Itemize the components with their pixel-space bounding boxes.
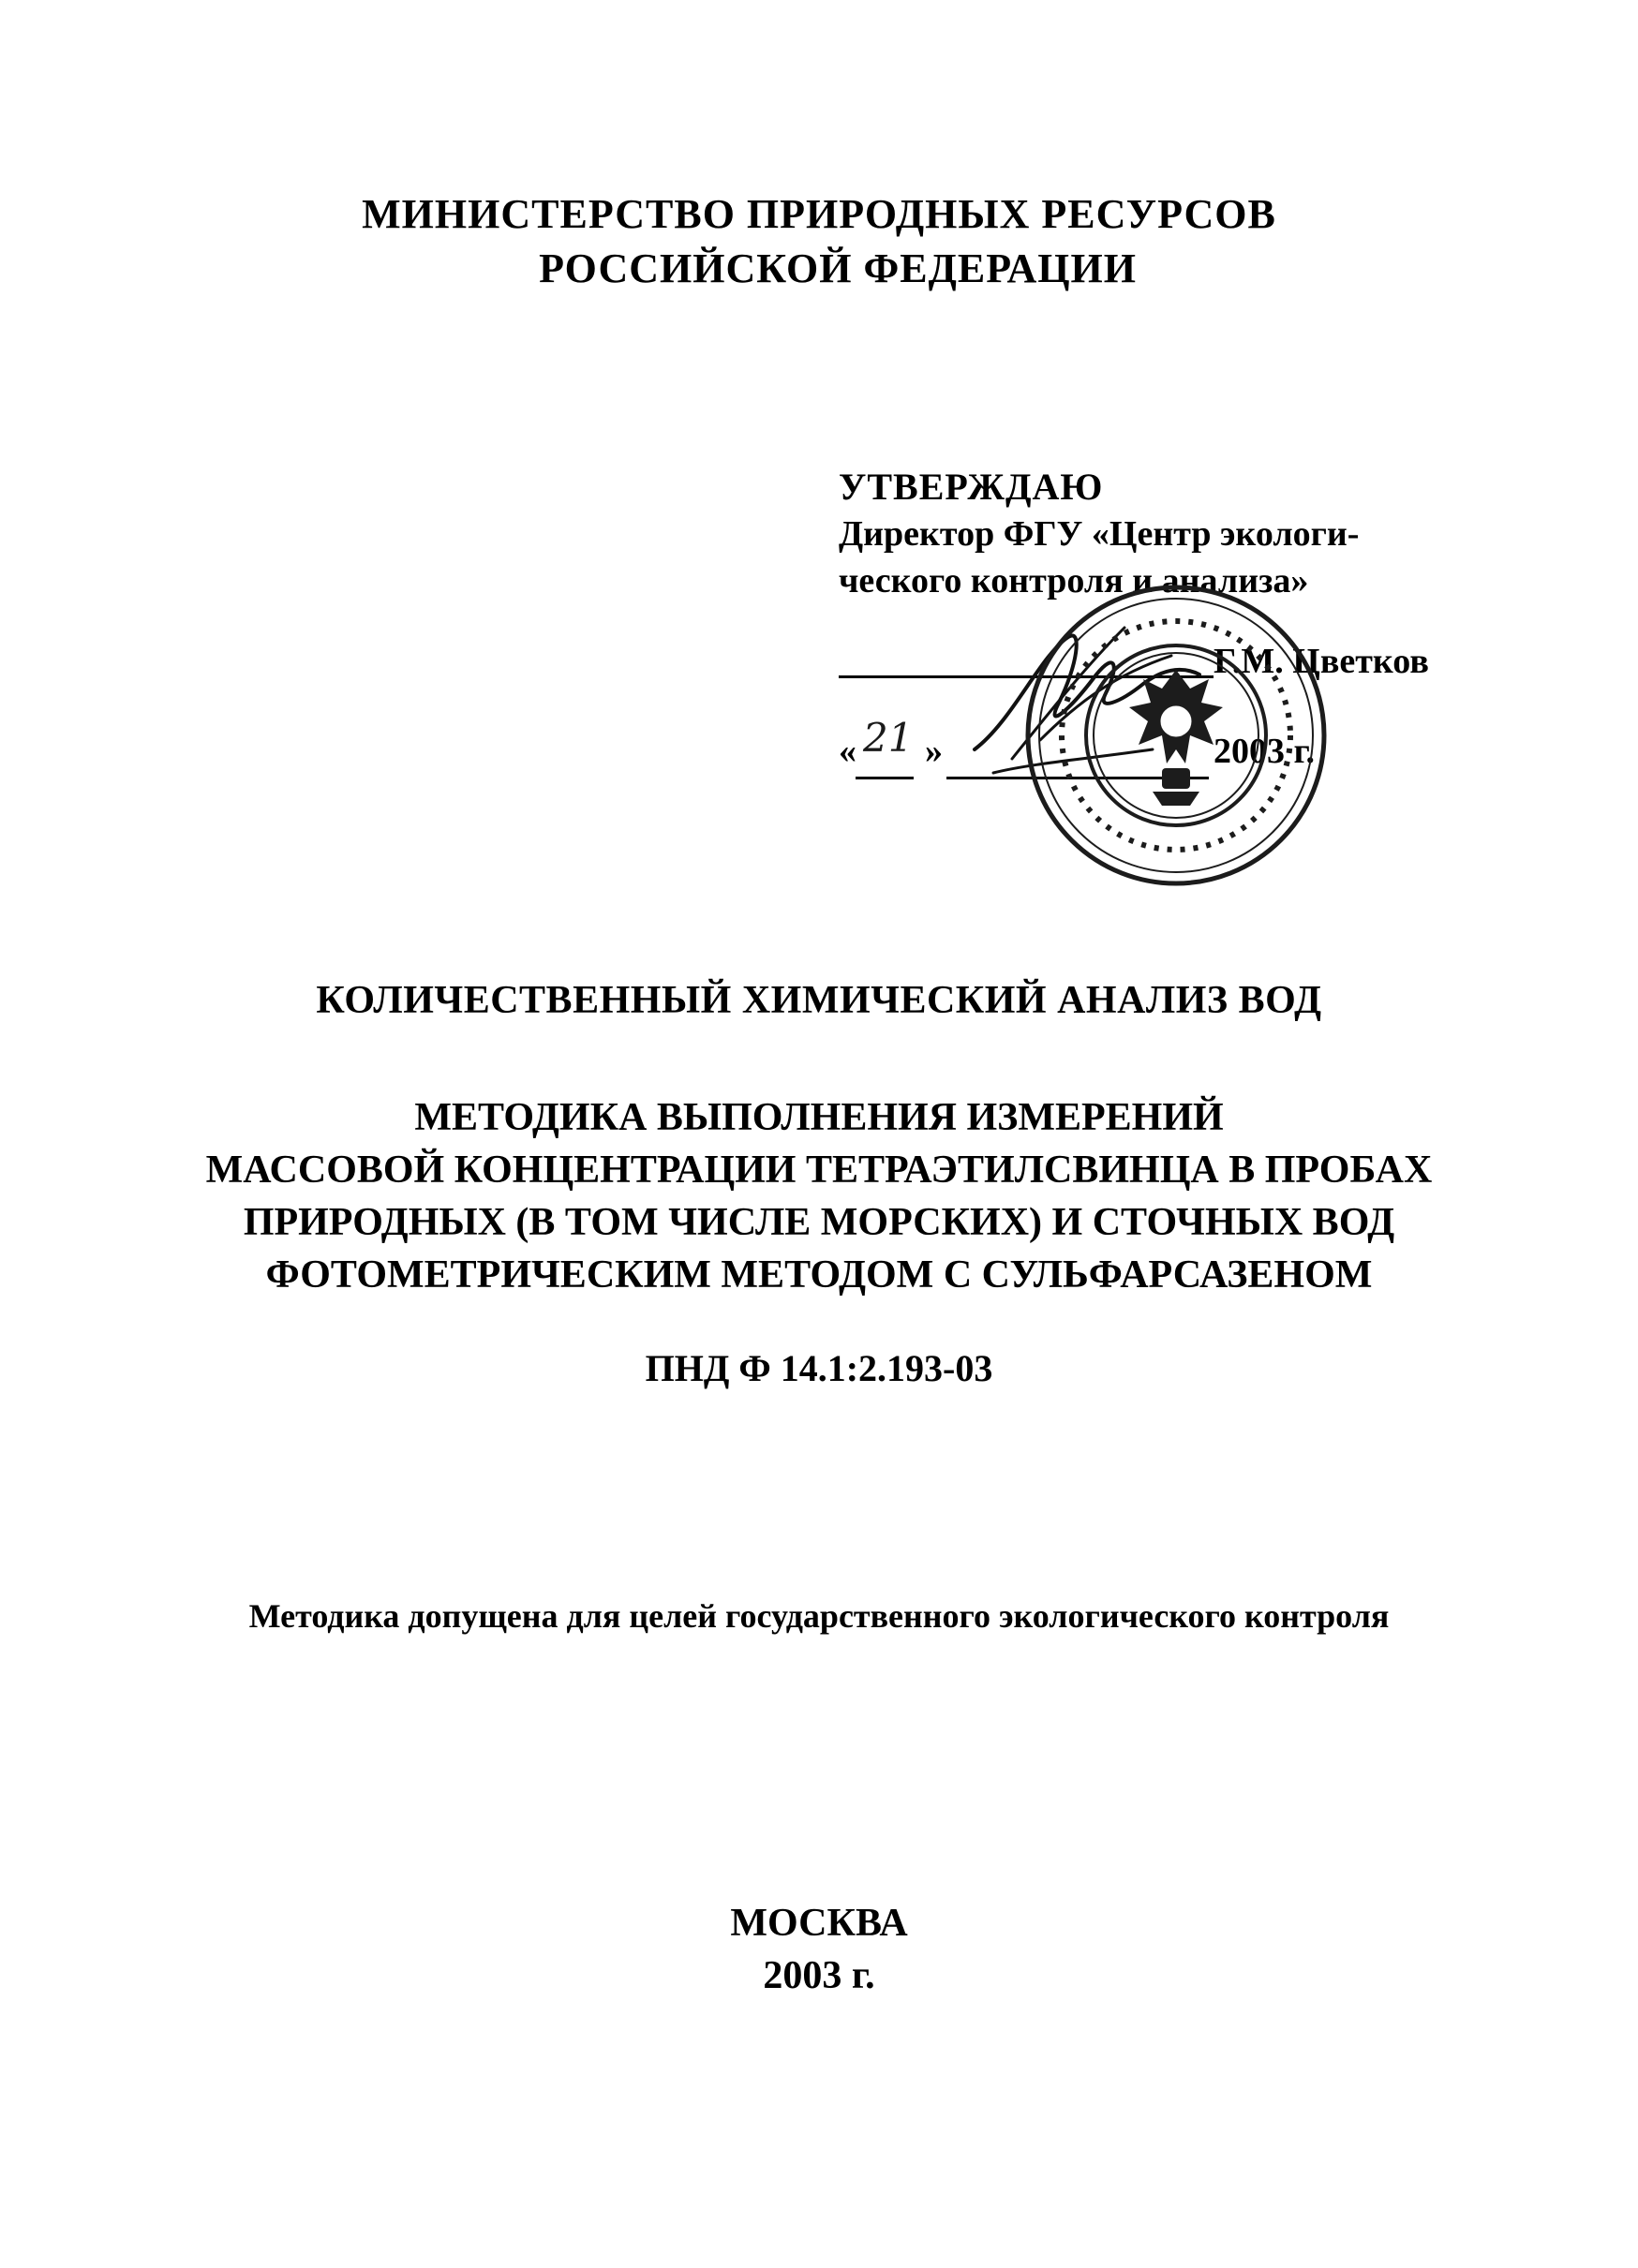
official-seal-icon [1021,581,1331,890]
ministry-line-1: МИНИСТЕРСТВО ПРИРОДНЫХ РЕСУРСОВ [362,191,1276,237]
publication-year: 2003 г. [763,1954,875,1997]
method-line-2: МАССОВОЙ КОНЦЕНТРАЦИИ ТЕТРАЭТИЛСВИНЦА В ПРОБАХ [205,1149,1433,1192]
date-close-quote: » [925,732,943,771]
date-year: 2003 г. [1214,732,1315,771]
date-day-underline [856,777,914,779]
date-day: 21 [863,715,914,761]
city: МОСКВА [730,1902,908,1945]
ministry-header [0,187,1638,296]
publication-place [0,1897,1638,2002]
approval-heading: УТВЕРЖДАЮ [839,466,1104,508]
date-open-quote: « [839,732,856,771]
method-line-4: ФОТОМЕТРИЧЕСКИМ МЕТОДОМ С СУЛЬФАРСАЗЕНОМ [265,1253,1373,1297]
document-title: КОЛИЧЕСТВЕННЫЙ ХИМИЧЕСКИЙ АНАЛИЗ ВОД [316,979,1322,1022]
signatory-name: Г.М. Цветков [1214,642,1429,681]
approval-position-line-2: ческого контроля и анализа» [839,561,1309,600]
method-title [0,1091,1638,1301]
ministry-line-2: РОССИЙСКОЙ ФЕДЕРАЦИИ [539,245,1137,291]
method-line-1: МЕТОДИКА ВЫПОЛНЕНИЯ ИЗМЕРЕНИЙ [414,1096,1224,1139]
approval-position-line-1: Директор ФГУ «Центр экологи- [839,514,1360,554]
document-code: ПНД Ф 14.1:2.193-03 [645,1347,993,1389]
method-line-3: ПРИРОДНЫХ (В ТОМ ЧИСЛЕ МОРСКИХ) И СТОЧНЫХ ВОД [243,1201,1395,1244]
admission-note: Методика допущена для целей государственного экологического контроля [248,1597,1390,1635]
